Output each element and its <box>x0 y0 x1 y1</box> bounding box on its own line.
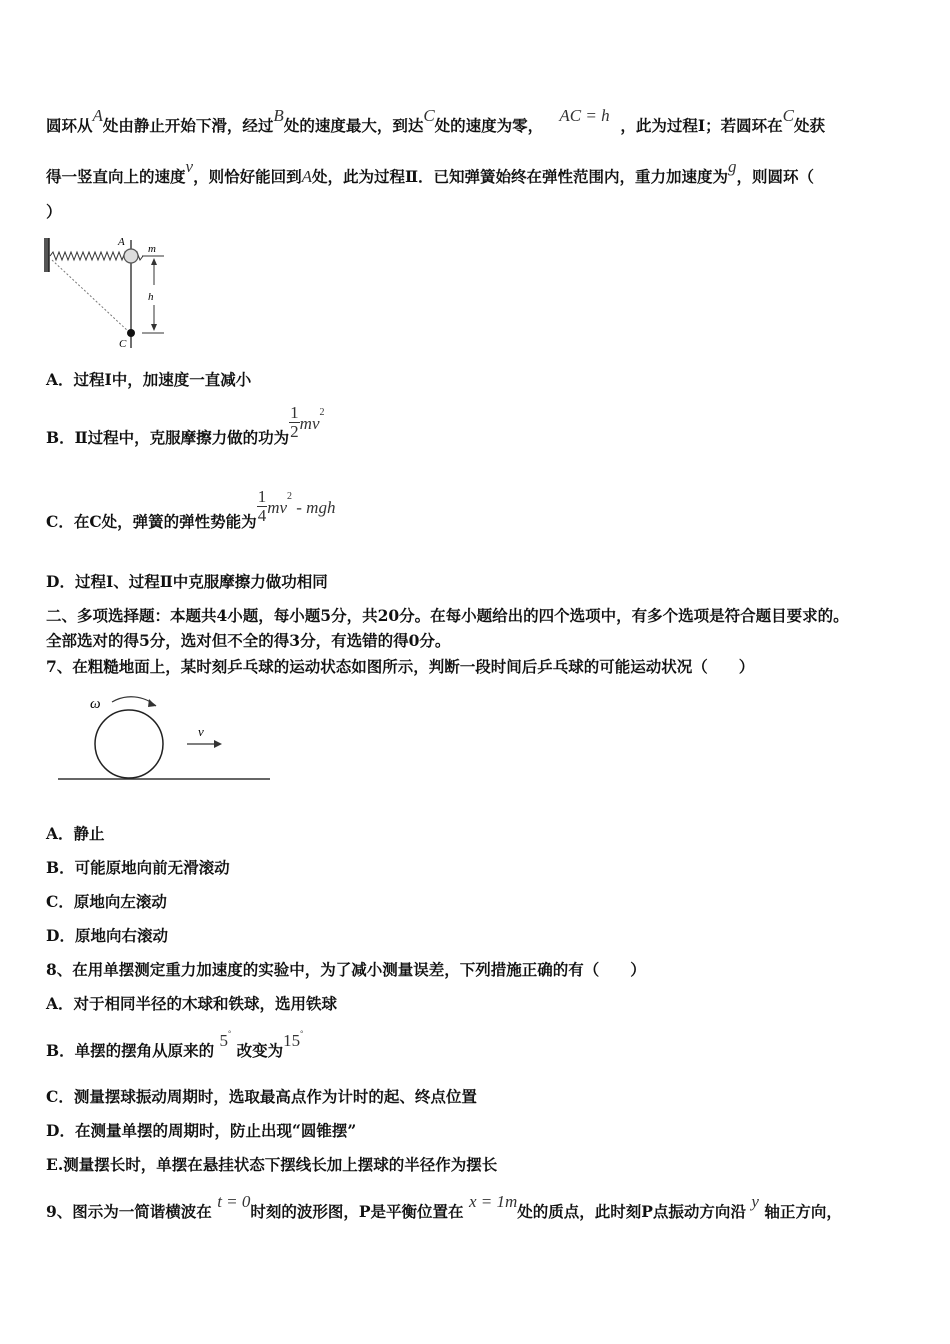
q8-option-b: B．单摆的摆角从原来的 5° 改变为15° <box>46 1028 304 1060</box>
text: D．原地向右滚动 <box>46 926 168 945</box>
text: D．过程Ⅰ、过程Ⅱ中克服摩擦力做功相同 <box>46 572 328 591</box>
text: 圆环从 <box>46 116 93 135</box>
var-a: A <box>92 106 103 125</box>
eq-ac-h: AC = h <box>559 106 610 125</box>
text: C．原地向左滚动 <box>46 892 167 911</box>
fraction-half: $\frac{1}{2}$ <box>290 403 299 441</box>
q8-option-e <box>46 1153 497 1175</box>
text: C．在C处，弹簧的弹性势能为 <box>46 512 257 531</box>
eq-t0: t = 0 <box>217 1192 251 1211</box>
angle-5: 5 <box>219 1031 229 1050</box>
text: 全部选对的得5分，选对但不全的得3分，有选错的得0分。 <box>46 631 451 650</box>
v-label: v <box>198 724 204 739</box>
dotted-line <box>52 260 129 332</box>
text: 处的速度为零， <box>434 116 544 135</box>
text: A．过程Ⅰ中，加速度一直减小 <box>46 370 252 389</box>
eq-x1m: x = 1m <box>468 1192 518 1211</box>
text: 7、在粗糙地面上，某时刻乒乓球的运动状态如图所示，判断一段时间后乒乓球的可能运动状况（ ） <box>46 657 755 676</box>
ball <box>95 710 163 778</box>
text: 得一竖直向上的速度 <box>46 167 186 186</box>
q6-line-2 <box>46 157 815 187</box>
var-y: y <box>751 1192 759 1211</box>
q9-stem <box>46 1192 842 1222</box>
text: ） <box>46 202 62 221</box>
text: B．单摆的摆角从原来的 <box>46 1041 215 1060</box>
var-c: C <box>782 106 794 125</box>
omega-label: ω <box>90 696 101 712</box>
label-m: m <box>148 243 156 255</box>
text: 处的速度最大，到达 <box>283 116 424 135</box>
text: 二、多项选择题：本题共4小题，每小题5分，共20分。在每小题给出的四个选项中，有多个选项是符合题目要求的。 <box>46 606 849 625</box>
text: B．Ⅱ过程中，克服摩擦力做的功为 <box>46 428 290 447</box>
text: A．静止 <box>46 824 105 843</box>
mv: mv <box>299 414 320 433</box>
section-2-scoring <box>46 629 450 651</box>
var-v: v <box>185 157 194 176</box>
text: E.测量摆长时，单摆在悬挂状态下摆线长加上摆球的半径作为摆长 <box>46 1155 498 1174</box>
q7-option-b <box>46 856 230 878</box>
q8-option-c <box>46 1085 477 1107</box>
q8-stem <box>46 958 646 980</box>
text: A．对于相同半径的木球和铁球，选用铁球 <box>46 994 338 1013</box>
q7-option-c <box>46 890 167 912</box>
q8-option-a <box>46 992 337 1014</box>
text: 处的质点，此时刻P点振动方向沿 <box>517 1202 746 1221</box>
text: ，则圆环（ <box>736 167 815 186</box>
text: 轴正方向， <box>764 1202 842 1221</box>
mv: mv <box>267 498 288 517</box>
fraction-quarter: $\frac{1}{4}$ <box>257 487 267 525</box>
q6-option-b: B．Ⅱ过程中，克服摩擦力做的功为 $\frac{1}{2}$ $mv^2$ <box>46 403 325 447</box>
label-a: A <box>118 236 125 248</box>
q6-option-d <box>46 570 328 592</box>
text: B．可能原地向前无滑滚动 <box>46 858 230 877</box>
var-c: C <box>423 106 435 125</box>
q6-option-a <box>46 368 251 390</box>
label-c: C <box>119 338 127 350</box>
ring-a <box>124 249 138 263</box>
q7-stem <box>46 655 754 677</box>
q7-option-d <box>46 924 168 946</box>
text: 处由静止开始下滑，经过 <box>102 116 274 135</box>
spring-ring-figure <box>40 230 175 355</box>
q7-option-a <box>46 822 105 844</box>
text: 处，此为过程Ⅱ．已知弹簧始终在弹性范围内，重力加速度为 <box>311 167 729 186</box>
text: C．测量摆球振动周期时，选取最高点作为计时的起、终点位置 <box>46 1087 477 1106</box>
var-a: A <box>301 167 312 186</box>
var-b: B <box>273 106 284 125</box>
text: 时刻的波形图，P是平衡位置在 <box>250 1202 464 1221</box>
text: 9、图示为一简谐横波在 <box>46 1202 212 1221</box>
text: ，则恰好能回到 <box>193 167 302 186</box>
section-2-heading <box>46 604 849 626</box>
var-g: g <box>728 157 737 176</box>
text: 改变为 <box>236 1041 284 1060</box>
ball-figure <box>52 686 277 786</box>
q6-line-3 <box>46 200 62 222</box>
q6-option-c: C．在C处，弹簧的弹性势能为 $\frac{1}{4}$ $mv^2$ - mgh <box>46 487 336 531</box>
point-c <box>127 329 135 337</box>
text: D．在测量单摆的周期时，防止出现“圆锥摆” <box>46 1121 357 1140</box>
label-h: h <box>148 291 154 303</box>
q8-option-d <box>46 1119 356 1141</box>
text: ，此为过程Ⅰ；若圆环在 <box>620 116 783 135</box>
q6-line-1 <box>46 106 826 136</box>
text: 8、在用单摆测定重力加速度的实验中，为了减小测量误差，下列措施正确的有（ ） <box>46 960 646 979</box>
text: 处获 <box>794 116 826 135</box>
mgh: - mgh <box>292 498 336 517</box>
angle-15: 15 <box>283 1031 301 1050</box>
